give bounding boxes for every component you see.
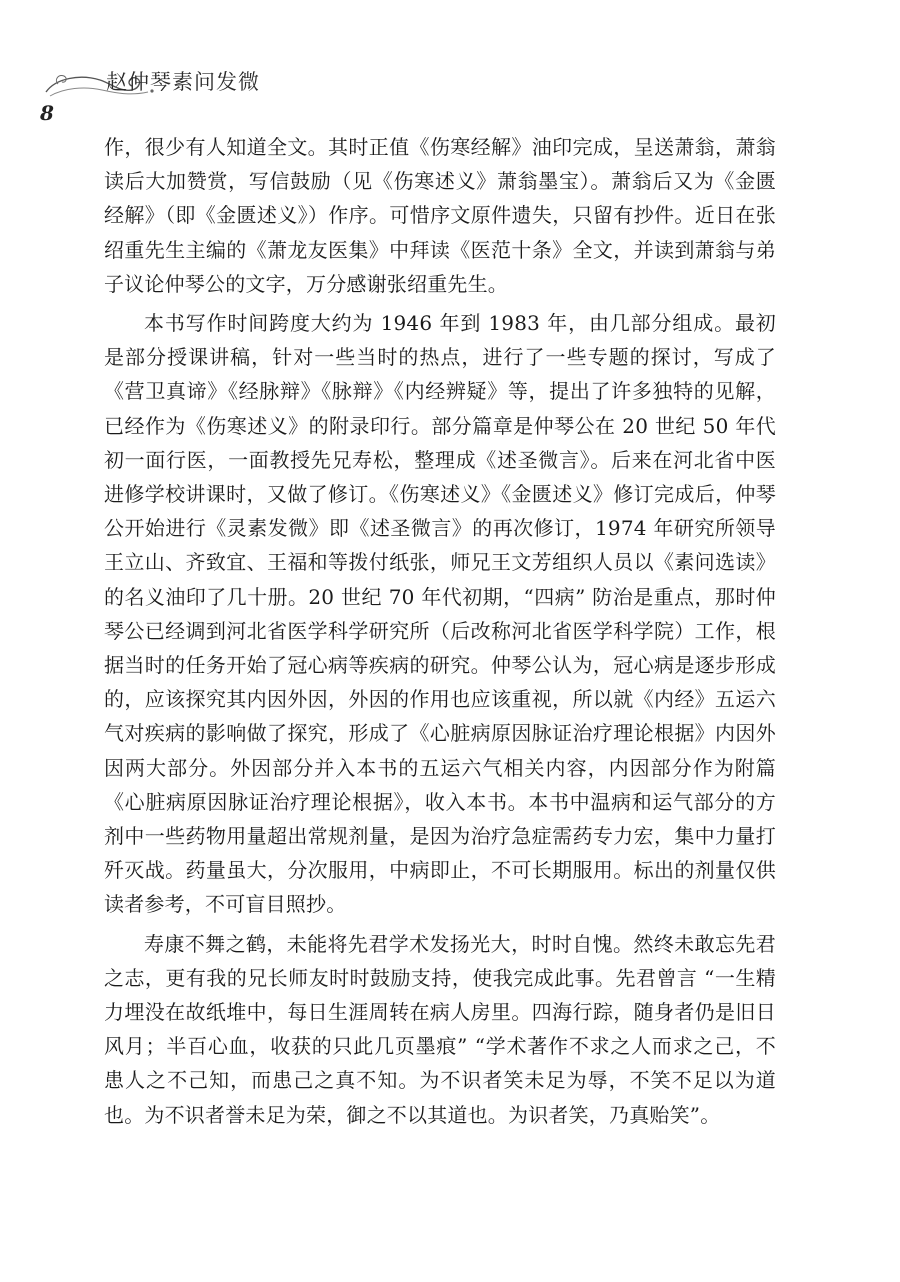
book-title: 赵仲琴素问发微 bbox=[106, 70, 260, 94]
paragraph: 寿康不舞之鹤，未能将先君学术发扬光大，时时自愧。然终未敢忘先君之志，更有我的兄长师友时时鼓励支持，使我完成此事。先君曾言 “一生精力埋没在故纸堆中，每日生涯周转在病人房里。四海行踪，随身者仍是旧日风月；半百心血，收获的只此几页墨痕” “学术著作不求之人而求之己，不患人之不己知，而患己之真不知。为不识者笑未足为辱，不笑不足以为道也。为不识者誉未足为荣，御之不以其道也。为识者笑，乃真贻笑”。 bbox=[104, 931, 776, 1127]
paragraph: 本书写作时间跨度大约为 1946 年到 1983 年，由几部分组成。最初是部分授课讲稿，针对一些当时的热点，进行了一些专题的探讨，写成了《营卫真谛》《经脉辩》《脉辩》《内经辨疑》等，提出了许多独特的见解，已经作为《伤寒述义》的附录印行。部分篇章是仲琴公在 20 世纪 50 年代初一面行医，一面教授先兄寿松，整理成《述圣微言》。后来在河北省中医进修学校讲课时，又做了修订。《伤寒述义》《金匮述义》修订完成后，仲琴公开始进行《灵素发微》即《述圣微言》的再次修订，1974 年研究所领导王立山、齐致宜、王福和等拨付纸张，师兄王文芳组织人员以《素问选读》的名义油印了几十册。20 世纪 70 年代初期，“四病” 防治是重点，那时仲琴公已经调到河北省医学科学研究所（后改称河北省医学科学院）工作，根据当时的任务开始了冠心病等疾病的研究。仲琴公认为，冠心病是逐步形成的，应该探究其内因外因，外因的作用也应该重视，所以就《内经》五运六气对疾病的影响做了探究，形成了《心脏病原因脉证治疗理论根据》内因外因两大部分。外因部分并入本书的五运六气相关内容，内因部分作为附篇《心脏病原因脉证治疗理论根据》，收入本书。本书中温病和运气部分的方剂中一些药物用量超出常规剂量，是因为治疗急症需药专力宏，集中力量打歼灭战。药量虽大，分次服用，中病即止，不可长期服用。标出的剂量仅供读者参考，不可盲目照抄。 bbox=[104, 311, 776, 917]
main-text bbox=[104, 130, 776, 1137]
paragraph: 作，很少有人知道全文。其时正值《伤寒经解》油印完成，呈送萧翁，萧翁读后大加赞赏，写信鼓励（见《伤寒述义》萧翁墨宝）。萧翁后又为《金匮经解》（即《金匮述义》）作序。可惜序文原件遗失，只留有抄件。近日在张绍重先生主编的《萧龙友医集》中拜读《医范十条》全文，并读到萧翁与弟子议论仲琴公的文字，万分感谢张绍重先生。 bbox=[104, 135, 776, 296]
running-header bbox=[40, 62, 300, 132]
page-number: 8 bbox=[40, 101, 54, 125]
